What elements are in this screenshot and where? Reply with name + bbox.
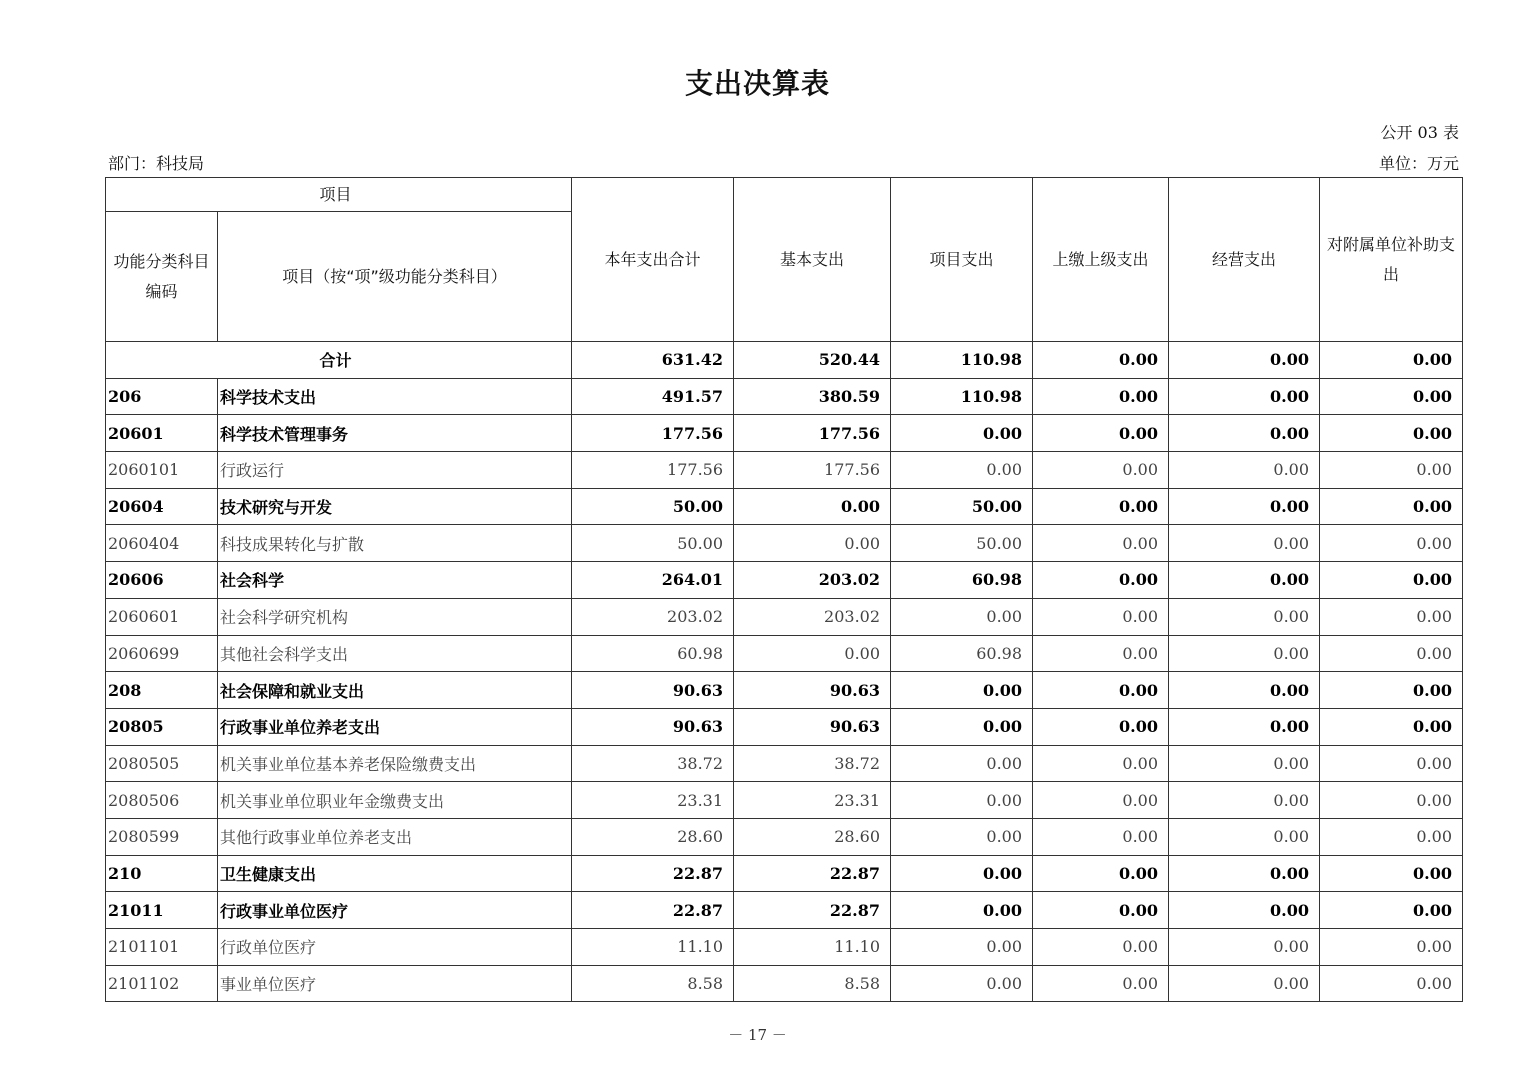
row-value: 50.00 xyxy=(891,488,1033,525)
row-value: 28.60 xyxy=(734,818,891,855)
header-total: 本年支出合计 xyxy=(572,178,734,342)
row-value: 0.00 xyxy=(1033,855,1169,892)
header-business: 经营支出 xyxy=(1169,178,1320,342)
row-value: 0.00 xyxy=(891,855,1033,892)
row-value: 0.00 xyxy=(1033,488,1169,525)
row-value: 50.00 xyxy=(891,525,1033,562)
row-value: 22.87 xyxy=(734,855,891,892)
table-row xyxy=(106,672,1463,709)
table-body xyxy=(106,342,1463,1002)
row-name: 社会科学 xyxy=(218,562,572,599)
row-value: 0.00 xyxy=(1169,929,1320,966)
row-value: 0.00 xyxy=(1169,892,1320,929)
row-value: 0.00 xyxy=(1320,525,1463,562)
row-name: 其他社会科学支出 xyxy=(218,635,572,672)
row-value: 0.00 xyxy=(1169,598,1320,635)
table-row xyxy=(106,488,1463,525)
table-row xyxy=(106,965,1463,1002)
row-value: 60.98 xyxy=(891,562,1033,599)
row-value: 110.98 xyxy=(891,378,1033,415)
total-row xyxy=(106,342,1463,379)
table-row xyxy=(106,855,1463,892)
row-name: 卫生健康支出 xyxy=(218,855,572,892)
table-row xyxy=(106,525,1463,562)
row-value: 0.00 xyxy=(1320,415,1463,452)
row-value: 0.00 xyxy=(1169,818,1320,855)
row-code: 2060699 xyxy=(106,635,218,672)
row-value: 11.10 xyxy=(572,929,734,966)
row-value: 0.00 xyxy=(1033,598,1169,635)
row-value: 0.00 xyxy=(1169,782,1320,819)
row-value: 22.87 xyxy=(734,892,891,929)
row-value: 0.00 xyxy=(1033,745,1169,782)
row-code: 208 xyxy=(106,672,218,709)
row-value: 0.00 xyxy=(1320,818,1463,855)
row-value: 0.00 xyxy=(891,892,1033,929)
row-value: 50.00 xyxy=(572,488,734,525)
row-value: 0.00 xyxy=(891,708,1033,745)
row-name: 科技成果转化与扩散 xyxy=(218,525,572,562)
row-value: 177.56 xyxy=(572,415,734,452)
row-value: 0.00 xyxy=(1320,598,1463,635)
row-name: 事业单位医疗 xyxy=(218,965,572,1002)
row-value: 0.00 xyxy=(1033,672,1169,709)
header-item: 项目 xyxy=(106,178,572,212)
row-name: 机关事业单位职业年金缴费支出 xyxy=(218,782,572,819)
row-value: 0.00 xyxy=(1169,415,1320,452)
row-value: 0.00 xyxy=(891,965,1033,1002)
row-name: 科学技术支出 xyxy=(218,378,572,415)
table-row xyxy=(106,708,1463,745)
unit-label: 单位：万元 xyxy=(1378,154,1459,173)
row-value: 0.00 xyxy=(1320,855,1463,892)
header-name: 项目（按“项”级功能分类科目） xyxy=(218,212,572,342)
row-code: 2101101 xyxy=(106,929,218,966)
row-value: 90.63 xyxy=(734,708,891,745)
table-row xyxy=(106,562,1463,599)
department-label: 部门：科技局 xyxy=(108,154,205,173)
row-value: 0.00 xyxy=(1033,525,1169,562)
row-value: 22.87 xyxy=(572,892,734,929)
header-upper: 上缴上级支出 xyxy=(1033,178,1169,342)
table-row xyxy=(106,782,1463,819)
row-value: 0.00 xyxy=(891,598,1033,635)
row-name: 机关事业单位基本养老保险缴费支出 xyxy=(218,745,572,782)
row-value: 0.00 xyxy=(891,672,1033,709)
total-cell: 520.44 xyxy=(734,342,891,379)
row-value: 0.00 xyxy=(891,782,1033,819)
row-value: 23.31 xyxy=(572,782,734,819)
row-value: 38.72 xyxy=(572,745,734,782)
table-row xyxy=(106,415,1463,452)
row-name: 社会科学研究机构 xyxy=(218,598,572,635)
row-code: 20805 xyxy=(106,708,218,745)
row-value: 0.00 xyxy=(1169,672,1320,709)
total-cell: 631.42 xyxy=(572,342,734,379)
row-value: 11.10 xyxy=(734,929,891,966)
row-value: 203.02 xyxy=(734,598,891,635)
row-code: 2080505 xyxy=(106,745,218,782)
table-row xyxy=(106,892,1463,929)
row-value: 0.00 xyxy=(1320,452,1463,489)
table-number: 公开 03 表 xyxy=(1380,123,1459,142)
row-value: 60.98 xyxy=(572,635,734,672)
row-code: 210 xyxy=(106,855,218,892)
table-header xyxy=(106,178,1463,342)
page-title: 支出决算表 xyxy=(684,67,830,100)
expenditure-table xyxy=(105,177,1463,1002)
row-value: 0.00 xyxy=(891,818,1033,855)
row-value: 0.00 xyxy=(1033,415,1169,452)
row-value: 177.56 xyxy=(734,452,891,489)
row-value: 50.00 xyxy=(572,525,734,562)
row-name: 其他行政事业单位养老支出 xyxy=(218,818,572,855)
row-value: 8.58 xyxy=(572,965,734,1002)
row-value: 0.00 xyxy=(1033,562,1169,599)
row-value: 0.00 xyxy=(1169,855,1320,892)
row-value: 380.59 xyxy=(734,378,891,415)
total-cell: 0.00 xyxy=(1320,342,1463,379)
row-value: 491.57 xyxy=(572,378,734,415)
row-value: 0.00 xyxy=(1169,965,1320,1002)
row-value: 0.00 xyxy=(1169,635,1320,672)
row-value: 0.00 xyxy=(1320,782,1463,819)
row-value: 0.00 xyxy=(1033,635,1169,672)
row-value: 0.00 xyxy=(1033,452,1169,489)
row-code: 2060601 xyxy=(106,598,218,635)
row-value: 0.00 xyxy=(1033,929,1169,966)
row-value: 0.00 xyxy=(1033,965,1169,1002)
total-label: 合计 xyxy=(106,342,572,379)
header-basic: 基本支出 xyxy=(734,178,891,342)
row-value: 90.63 xyxy=(734,672,891,709)
table-row xyxy=(106,929,1463,966)
row-value: 60.98 xyxy=(891,635,1033,672)
table-row xyxy=(106,452,1463,489)
row-value: 0.00 xyxy=(1320,488,1463,525)
row-value: 23.31 xyxy=(734,782,891,819)
row-code: 2080599 xyxy=(106,818,218,855)
row-value: 0.00 xyxy=(1320,965,1463,1002)
total-cell: 110.98 xyxy=(891,342,1033,379)
row-code: 20604 xyxy=(106,488,218,525)
row-value: 0.00 xyxy=(1320,562,1463,599)
row-value: 0.00 xyxy=(1169,708,1320,745)
row-value: 0.00 xyxy=(891,415,1033,452)
row-value: 177.56 xyxy=(734,415,891,452)
row-name: 科学技术管理事务 xyxy=(218,415,572,452)
row-code: 2101102 xyxy=(106,965,218,1002)
row-value: 0.00 xyxy=(1320,672,1463,709)
row-value: 0.00 xyxy=(1033,782,1169,819)
row-name: 行政运行 xyxy=(218,452,572,489)
table-row xyxy=(106,598,1463,635)
row-value: 0.00 xyxy=(1320,708,1463,745)
header-subsidy: 对附属单位补助支出 xyxy=(1320,178,1463,342)
total-cell: 0.00 xyxy=(1169,342,1320,379)
row-value: 0.00 xyxy=(1033,378,1169,415)
row-value: 0.00 xyxy=(734,525,891,562)
header-project: 项目支出 xyxy=(891,178,1033,342)
table-row xyxy=(106,818,1463,855)
row-code: 2080506 xyxy=(106,782,218,819)
row-value: 0.00 xyxy=(1320,378,1463,415)
row-value: 38.72 xyxy=(734,745,891,782)
row-value: 0.00 xyxy=(1169,378,1320,415)
row-value: 0.00 xyxy=(734,488,891,525)
row-value: 0.00 xyxy=(1033,818,1169,855)
row-name: 社会保障和就业支出 xyxy=(218,672,572,709)
row-code: 2060404 xyxy=(106,525,218,562)
row-value: 8.58 xyxy=(734,965,891,1002)
row-value: 203.02 xyxy=(572,598,734,635)
row-value: 22.87 xyxy=(572,855,734,892)
row-value: 90.63 xyxy=(572,672,734,709)
table-row xyxy=(106,635,1463,672)
row-code: 20606 xyxy=(106,562,218,599)
row-value: 0.00 xyxy=(1169,488,1320,525)
row-value: 264.01 xyxy=(572,562,734,599)
row-name: 行政单位医疗 xyxy=(218,929,572,966)
row-value: 0.00 xyxy=(1320,635,1463,672)
row-name: 技术研究与开发 xyxy=(218,488,572,525)
row-value: 203.02 xyxy=(734,562,891,599)
row-name: 行政事业单位医疗 xyxy=(218,892,572,929)
row-value: 0.00 xyxy=(1320,929,1463,966)
row-value: 90.63 xyxy=(572,708,734,745)
row-code: 21011 xyxy=(106,892,218,929)
row-value: 0.00 xyxy=(1169,525,1320,562)
row-value: 0.00 xyxy=(1320,892,1463,929)
row-value: 177.56 xyxy=(572,452,734,489)
page-number: － 17 － xyxy=(728,1026,787,1044)
header-code: 功能分类科目编码 xyxy=(106,212,218,342)
row-value: 0.00 xyxy=(891,745,1033,782)
row-value: 0.00 xyxy=(891,452,1033,489)
row-code: 206 xyxy=(106,378,218,415)
row-code: 2060101 xyxy=(106,452,218,489)
row-value: 0.00 xyxy=(734,635,891,672)
table-row xyxy=(106,745,1463,782)
row-value: 28.60 xyxy=(572,818,734,855)
row-code: 20601 xyxy=(106,415,218,452)
total-cell: 0.00 xyxy=(1033,342,1169,379)
row-value: 0.00 xyxy=(1169,562,1320,599)
row-value: 0.00 xyxy=(1033,708,1169,745)
row-value: 0.00 xyxy=(1169,745,1320,782)
table-row xyxy=(106,378,1463,415)
row-value: 0.00 xyxy=(1033,892,1169,929)
row-name: 行政事业单位养老支出 xyxy=(218,708,572,745)
row-value: 0.00 xyxy=(1320,745,1463,782)
row-value: 0.00 xyxy=(891,929,1033,966)
row-value: 0.00 xyxy=(1169,452,1320,489)
